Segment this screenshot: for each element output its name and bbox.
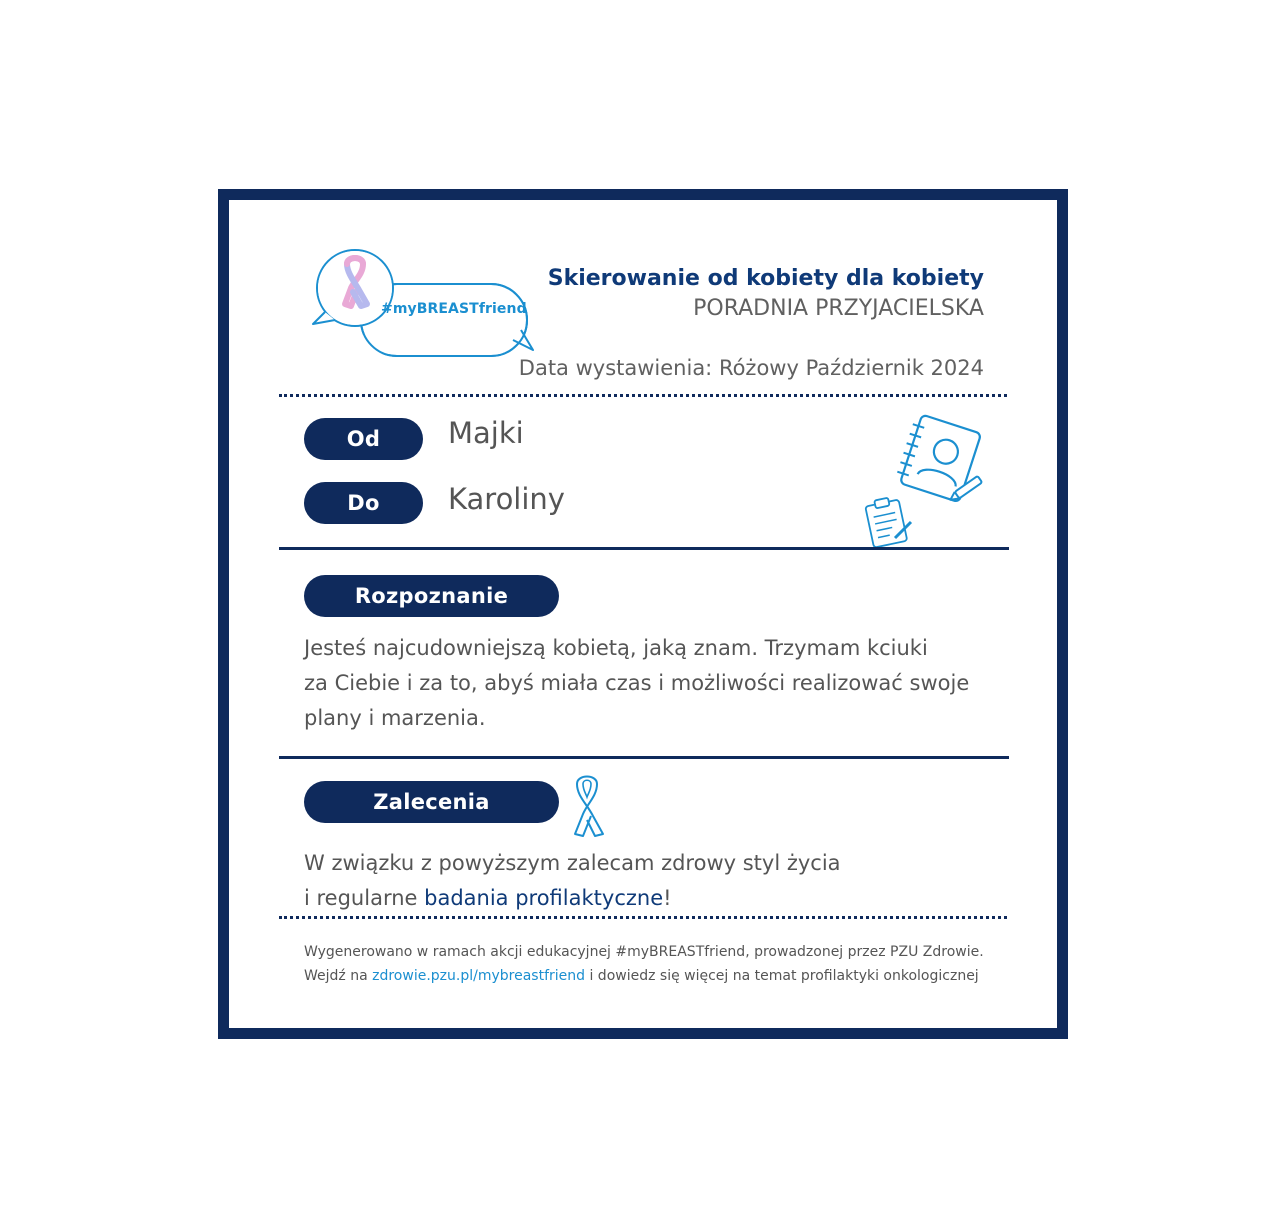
page-title: Skierowanie od kobiety dla kobiety bbox=[547, 266, 984, 291]
from-name: Majki bbox=[448, 416, 524, 450]
awareness-ribbon-icon bbox=[563, 770, 615, 840]
issue-date: Data wystawienia: Różowy Październik 2024 bbox=[518, 356, 984, 380]
clipboard-icon bbox=[859, 492, 919, 552]
recommendations-line-2-prefix: i regularne bbox=[304, 886, 425, 910]
recommendations-text bbox=[304, 846, 841, 916]
footer-line-2-suffix: i dowiedz się więcej na temat profilaktyki onkologicznej bbox=[585, 968, 979, 984]
divider-dotted-top bbox=[279, 394, 1007, 397]
recommendations-line-1: W związku z powyższym zalecam zdrowy styl życia bbox=[304, 851, 841, 875]
diagnosis-line-2: za Ciebie i za to, abyś miała czas i możliwości realizować swoje bbox=[304, 671, 970, 695]
preventive-tests-link[interactable]: badania profilaktyczne bbox=[424, 886, 664, 910]
divider-dotted-bottom bbox=[279, 916, 1007, 919]
divider-solid-1 bbox=[279, 547, 1009, 550]
from-badge: Od bbox=[304, 418, 423, 460]
footer-line-2 bbox=[304, 964, 984, 988]
diagnosis-badge: Rozpoznanie bbox=[304, 575, 559, 617]
to-badge: Do bbox=[304, 482, 423, 524]
diagnosis-text bbox=[304, 631, 969, 736]
to-name: Karoliny bbox=[448, 482, 565, 516]
hashtag-logo-text: #myBREASTfriend bbox=[381, 301, 527, 317]
recommendations-line-2 bbox=[304, 881, 841, 916]
footer bbox=[304, 940, 984, 988]
footer-line-2-prefix: Wejdź na bbox=[304, 968, 373, 984]
divider-solid-2 bbox=[279, 756, 1009, 759]
footer-website-link[interactable]: zdrowie.pzu.pl/mybreastfriend bbox=[372, 968, 586, 984]
footer-line-1: Wygenerowano w ramach akcji edukacyjnej #myBREASTfriend, prowadzonej przez PZU Zdrowie. bbox=[304, 944, 984, 960]
recommendations-line-2-suffix: ! bbox=[663, 886, 672, 910]
referral-card bbox=[218, 189, 1068, 1039]
diagnosis-line-3: plany i marzenia. bbox=[304, 706, 486, 730]
page-subtitle: PORADNIA PRZYJACIELSKA bbox=[693, 296, 984, 321]
recommendations-badge: Zalecenia bbox=[304, 781, 559, 823]
diagnosis-line-1: Jesteś najcudowniejszą kobietą, jaką znam. Trzymam kciuki bbox=[304, 636, 928, 660]
